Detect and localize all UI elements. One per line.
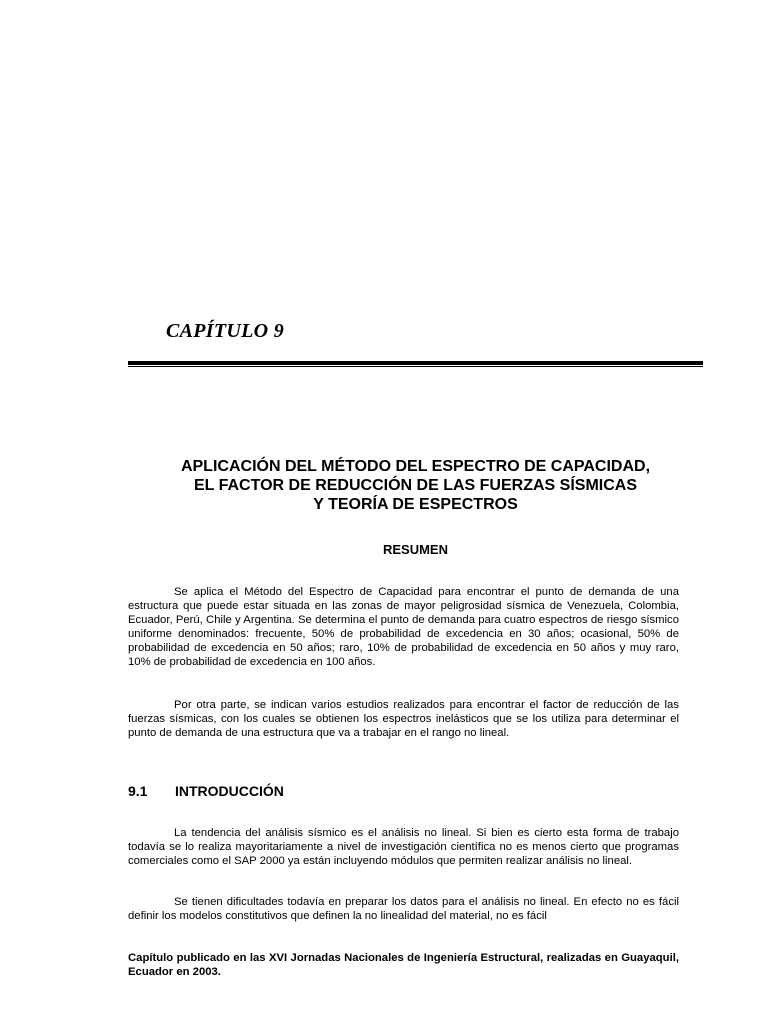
summary-paragraph-1: Se aplica el Método del Espectro de Capacidad para encontrar el punto de demanda de una estructura que puede estar situada en las zonas de mayor peligrosidad sísmica de Venezuela, Colombia, Ecuador, Perú, Chile y Argentina. Se determina el punto de demanda para cuatro espectros de riesgo sísmico uniforme denominados: frecuente, 50% de probabilidad de excedencia en 30 años; ocasional, 50% de probabilidad de excedencia en 50 años; raro, 10% de probabilidad de excedencia en 50 años y muy raro, 10% de probabilidad de excedencia en 100 años. xyxy=(128,586,679,668)
chapter-title-line-2: EL FACTOR DE REDUCCIÓN DE LAS FUERZAS SÍSMICAS xyxy=(194,477,637,494)
chapter-title xyxy=(128,457,703,514)
intro-paragraph-1: La tendencia del análisis sísmico es el análisis no lineal. Si bien es cierto esta forma de trabajo todavía se lo realiza mayoritariamente a nivel de investigación científica no es menos cierto que programas comerciales como el SAP 2000 ya están incluyendo módulos que permiten realizar análisis no lineal. xyxy=(128,827,679,867)
section-title: INTRODUCCIÓN xyxy=(175,783,284,799)
publication-footnote: Capítulo publicado en las XVI Jornadas Nacionales de Ingeniería Estructural, realizadas en Guayaquil, Ecuador en 2003. xyxy=(128,952,679,978)
summary-heading: RESUMEN xyxy=(382,542,448,557)
chapter-title-line-1: APLICACIÓN DEL MÉTODO DEL ESPECTRO DE CAPACIDAD, xyxy=(180,458,651,475)
chapter-label: CAPÍTULO 9 xyxy=(166,320,284,342)
chapter-title-line-3: Y TEORÍA DE ESPECTROS xyxy=(313,496,518,513)
section-heading xyxy=(128,783,284,799)
chapter-rule-thick xyxy=(128,361,703,365)
chapter-rule-thin xyxy=(128,366,703,367)
section-number: 9.1 xyxy=(128,783,148,799)
summary-paragraph-2: Por otra parte, se indican varios estudios realizados para encontrar el factor de reducción de las fuerzas sísmicas, con los cuales se obtienen los espectros inelásticos que se los utiliza para determinar el punto de demanda de una estructura que va a trabajar en el rango no lineal. xyxy=(128,699,679,739)
intro-paragraph-2: Se tienen dificultades todavía en preparar los datos para el análisis no lineal. En efecto no es fácil definir los modelos constitutivos que definen la no linealidad del material, no es fácil xyxy=(128,896,679,922)
